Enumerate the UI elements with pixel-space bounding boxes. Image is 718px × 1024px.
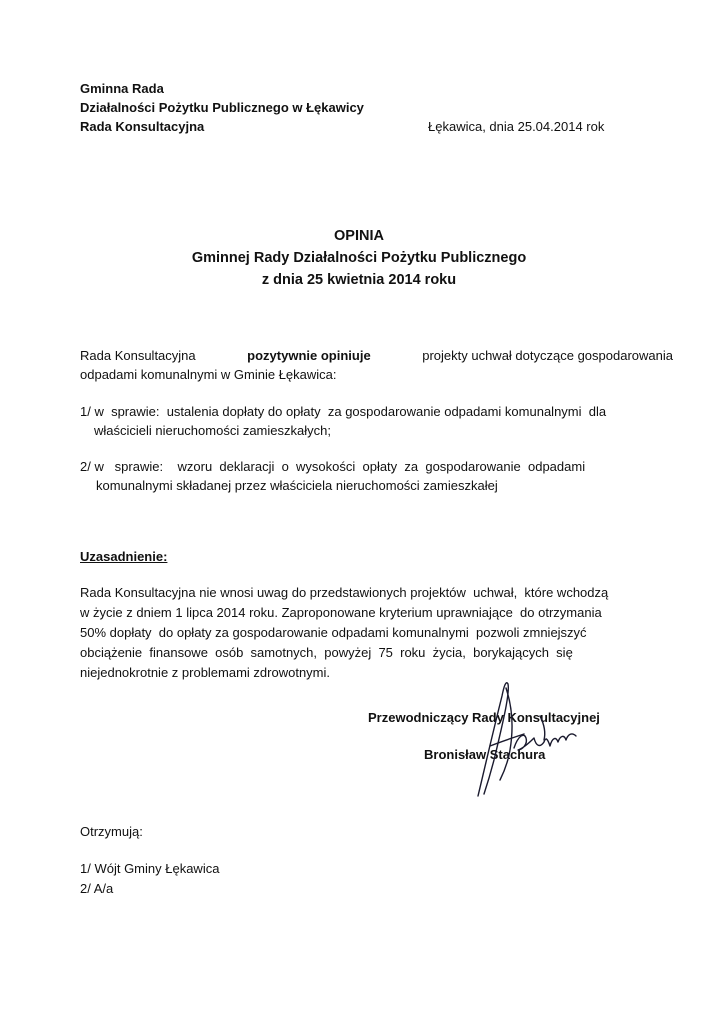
recipient-2: 2/ A/a: [80, 881, 114, 896]
sender-org-line3: Rada Konsultacyjna: [80, 119, 205, 134]
intro-object: projekty uchwał dotyczące gospodarowania: [422, 348, 673, 363]
item-1-line1: 1/ w sprawie: ustalenia dopłaty do opłaty za gospodarowanie odpadami komunalnymi dla: [80, 404, 607, 419]
recipient-1: 1/ Wójt Gminy Łękawica: [80, 861, 220, 876]
item-2-line1: 2/ w sprawie: wzoru deklaracji o wysokości opłaty za gospodarowanie odpadami: [80, 459, 586, 474]
justification-heading: Uzasadnienie:: [80, 549, 168, 564]
intro-subject: Rada Konsultacyjna: [80, 348, 196, 363]
justification-line3: 50% dopłaty do opłaty za gospodarowanie odpadami komunalnymi pozwoli zmniejszyć: [80, 625, 587, 640]
item-1-line2: właścicieli nieruchomości zamieszkałych;: [94, 423, 331, 438]
document-subtitle: Gminnej Rady Działalności Pożytku Publicznego: [191, 250, 527, 266]
justification-line1: Rada Konsultacyjna nie wnosi uwag do przedstawionych projektów uchwał, które wchodzą: [80, 585, 609, 600]
justification-line2: w życie z dniem 1 lipca 2014 roku. Zaproponowane kryterium uprawniające do otrzymania: [80, 605, 602, 620]
document-date-line: z dnia 25 kwietnia 2014 roku: [261, 272, 457, 288]
signatory-name: Bronisław Stachura: [424, 747, 546, 762]
intro-line1: [80, 346, 673, 365]
item-2-line2: komunalnymi składanej przez właściciela nieruchomości zamieszkałej: [96, 478, 498, 493]
justification-line5: niejednokrotnie z problemami zdrowotnymi.: [80, 665, 331, 680]
handwritten-signature: [440, 676, 590, 806]
signatory-title: Przewodniczący Rady Konsultacyjnej: [368, 710, 600, 725]
intro-line2: odpadami komunalnymi w Gminie Łękawica:: [80, 367, 337, 382]
recipients-heading: Otrzymują:: [80, 824, 143, 839]
place-date: Łękawica, dnia 25.04.2014 rok: [428, 119, 605, 134]
sender-org-line1: Gminna Rada: [80, 81, 164, 96]
document-title: OPINIA: [334, 228, 384, 244]
justification-line4: obciążenie finansowe osób samotnych, powyżej 75 roku życia, borykających się: [80, 645, 573, 660]
sender-org-line2: Działalności Pożytku Publicznego w Łękawicy: [80, 100, 364, 115]
intro-verdict: pozytywnie opiniuje: [247, 348, 371, 363]
